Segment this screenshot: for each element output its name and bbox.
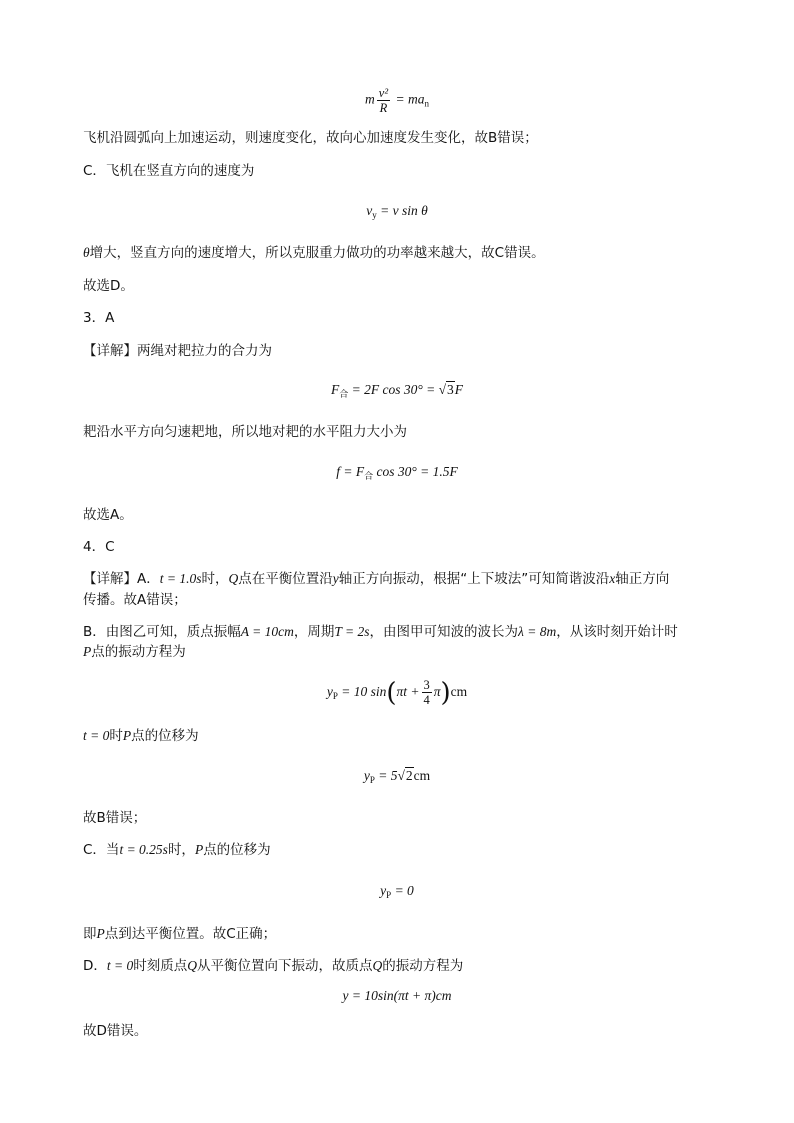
text-line: 故B错误；: [83, 810, 147, 826]
eq-subscript: P: [332, 691, 338, 701]
math-inline: P: [83, 644, 92, 659]
equation-centripetal: [0, 86, 794, 115]
text-span: 从平衡位置向下振动，故质点: [197, 958, 373, 974]
text-span: 点在平衡位置沿: [238, 571, 333, 587]
eq-rhs: = 2F cos 30° =: [351, 382, 439, 397]
text-line: 耙沿水平方向匀速耙地，所以地对耙的水平阻力大小为: [83, 424, 407, 440]
sqrt-radicand: 3: [447, 382, 454, 397]
math-inline: t = 0: [106, 958, 134, 973]
equation-oscillation-p: $y_P = 10$ sin(πt + $\frac{3}{4}$ π)cm: [326, 677, 468, 708]
text-span: 点的振动方程为: [91, 644, 186, 660]
eq-term: πt +: [396, 684, 420, 699]
text-line: 飞机沿圆弧向上加速运动，则速度变化，故向心加速度发生变化，故B错误；: [83, 130, 538, 146]
equation-displacement: [0, 766, 794, 790]
fraction-numerator: 3: [423, 678, 430, 693]
text-line: 故选D。: [83, 278, 134, 294]
text-span: 时，: [201, 571, 229, 587]
sqrt-radicand: 2: [405, 768, 413, 783]
math-inline: T = 2s: [334, 624, 370, 639]
fraction: [377, 86, 390, 115]
eq-subscript: n: [424, 98, 429, 109]
sqrt: √2: [397, 768, 413, 783]
text-span: 点的位移为: [131, 728, 199, 744]
text-line: 故D错误。: [83, 1023, 148, 1039]
math-inline: λ = 8m: [518, 624, 557, 639]
text-span: 即: [83, 926, 97, 942]
math-inline: x: [609, 571, 616, 586]
eq-unit: cm: [413, 768, 431, 783]
eq-symbol: y: [363, 768, 370, 783]
equation-oscillation-q: [0, 986, 794, 1006]
eq-term: π: [433, 684, 441, 699]
text-span: ，周期: [293, 624, 335, 640]
eq-symbol: v: [366, 203, 373, 218]
sqrt: √3: [438, 382, 454, 397]
text-line: 【详解】两绳对耙拉力的合力为: [83, 343, 272, 359]
text-span: 点的位移为: [203, 842, 271, 858]
text-line: [83, 726, 711, 746]
eq-subscript: P: [386, 890, 392, 900]
math-inline: P: [122, 728, 132, 743]
eq-lhs: f = F: [336, 464, 365, 479]
text-line: [83, 956, 711, 976]
math-inline: P: [194, 842, 204, 857]
eq-rhs: cos 30° = 1.5F: [376, 464, 458, 479]
text-line: 3．A: [83, 310, 115, 326]
equation-resultant-force: [0, 380, 794, 404]
text-span: 轴正方向: [615, 571, 670, 587]
eq-subscript: 合: [364, 471, 374, 481]
text-span: 【详解】A．: [83, 571, 160, 587]
text-span: ，由图甲可知波的波长为: [369, 624, 519, 640]
fraction-numerator: v²: [378, 86, 389, 100]
text-line: [83, 243, 711, 263]
text-span: 时，: [167, 842, 195, 858]
text-span: 的振动方程为: [382, 958, 464, 974]
eq-symbol: F: [454, 382, 464, 397]
fraction-denominator: 4: [423, 693, 430, 708]
eq-symbol: y: [380, 883, 387, 898]
math-inline: A = 10cm: [240, 624, 294, 639]
math-inline: Q: [372, 958, 383, 973]
eq-unit: cm: [450, 684, 468, 699]
text-line: 传播。故A错误；: [83, 592, 187, 608]
text-span: 增大，竖直方向的速度增大，所以克服重力做功的功率越来越大，故C错误。: [89, 245, 545, 261]
text-span: C．当: [83, 842, 120, 858]
eq-subscript: y: [372, 210, 377, 220]
math-inline: Q: [228, 571, 239, 586]
text-line: 故选A。: [83, 507, 133, 523]
eq-subscript: 合: [339, 389, 349, 399]
math-symbol: θ: [83, 245, 90, 260]
eq-rhs: = 5: [378, 768, 398, 783]
text-span: 点到达平衡位置。故C正确；: [104, 926, 277, 942]
eq-rhs: = 10 sin: [341, 684, 387, 699]
eq-subscript: P: [369, 775, 375, 785]
eq-symbol: F: [330, 382, 340, 397]
text-line: [83, 642, 711, 662]
equation-resistance: [0, 462, 794, 486]
text-line: [83, 924, 711, 944]
eq-full: y = 10sin(πt + π)cm: [342, 988, 452, 1003]
text-line: [83, 569, 711, 589]
math-inline: Q: [187, 958, 198, 973]
math-inline: t = 0: [83, 728, 110, 743]
text-span: 时刻质点: [133, 958, 188, 974]
equation-displacement-zero: [0, 881, 794, 905]
text-line: C．飞机在竖直方向的速度为: [83, 163, 255, 179]
text-span: ，从该时刻开始计时: [556, 624, 678, 640]
eq-rhs: = 0: [394, 883, 414, 898]
eq-rhs: = v sin θ: [380, 203, 428, 218]
text-line: [83, 840, 711, 860]
math-inline: P: [96, 926, 105, 941]
text-span: B．由图乙可知，质点振幅: [83, 624, 241, 640]
math-inline: t = 0.25s: [119, 842, 168, 857]
text-line: 4．C: [83, 539, 115, 555]
math-inline: y: [332, 571, 339, 586]
math-inline: t = 1.0s: [159, 571, 202, 586]
text-span: 时: [109, 728, 123, 744]
fraction: [422, 678, 432, 707]
text-line: [83, 622, 711, 642]
eq-rhs: = ma: [395, 91, 425, 107]
text-span: 轴正方向振动，根据“上下坡法”可知简谐波沿: [338, 571, 610, 587]
text-span: D．: [83, 958, 107, 974]
fraction-denominator: R: [379, 101, 388, 115]
eq-symbol: y: [326, 684, 333, 699]
equation-vy: [0, 201, 794, 225]
eq-symbol: m: [365, 91, 375, 107]
